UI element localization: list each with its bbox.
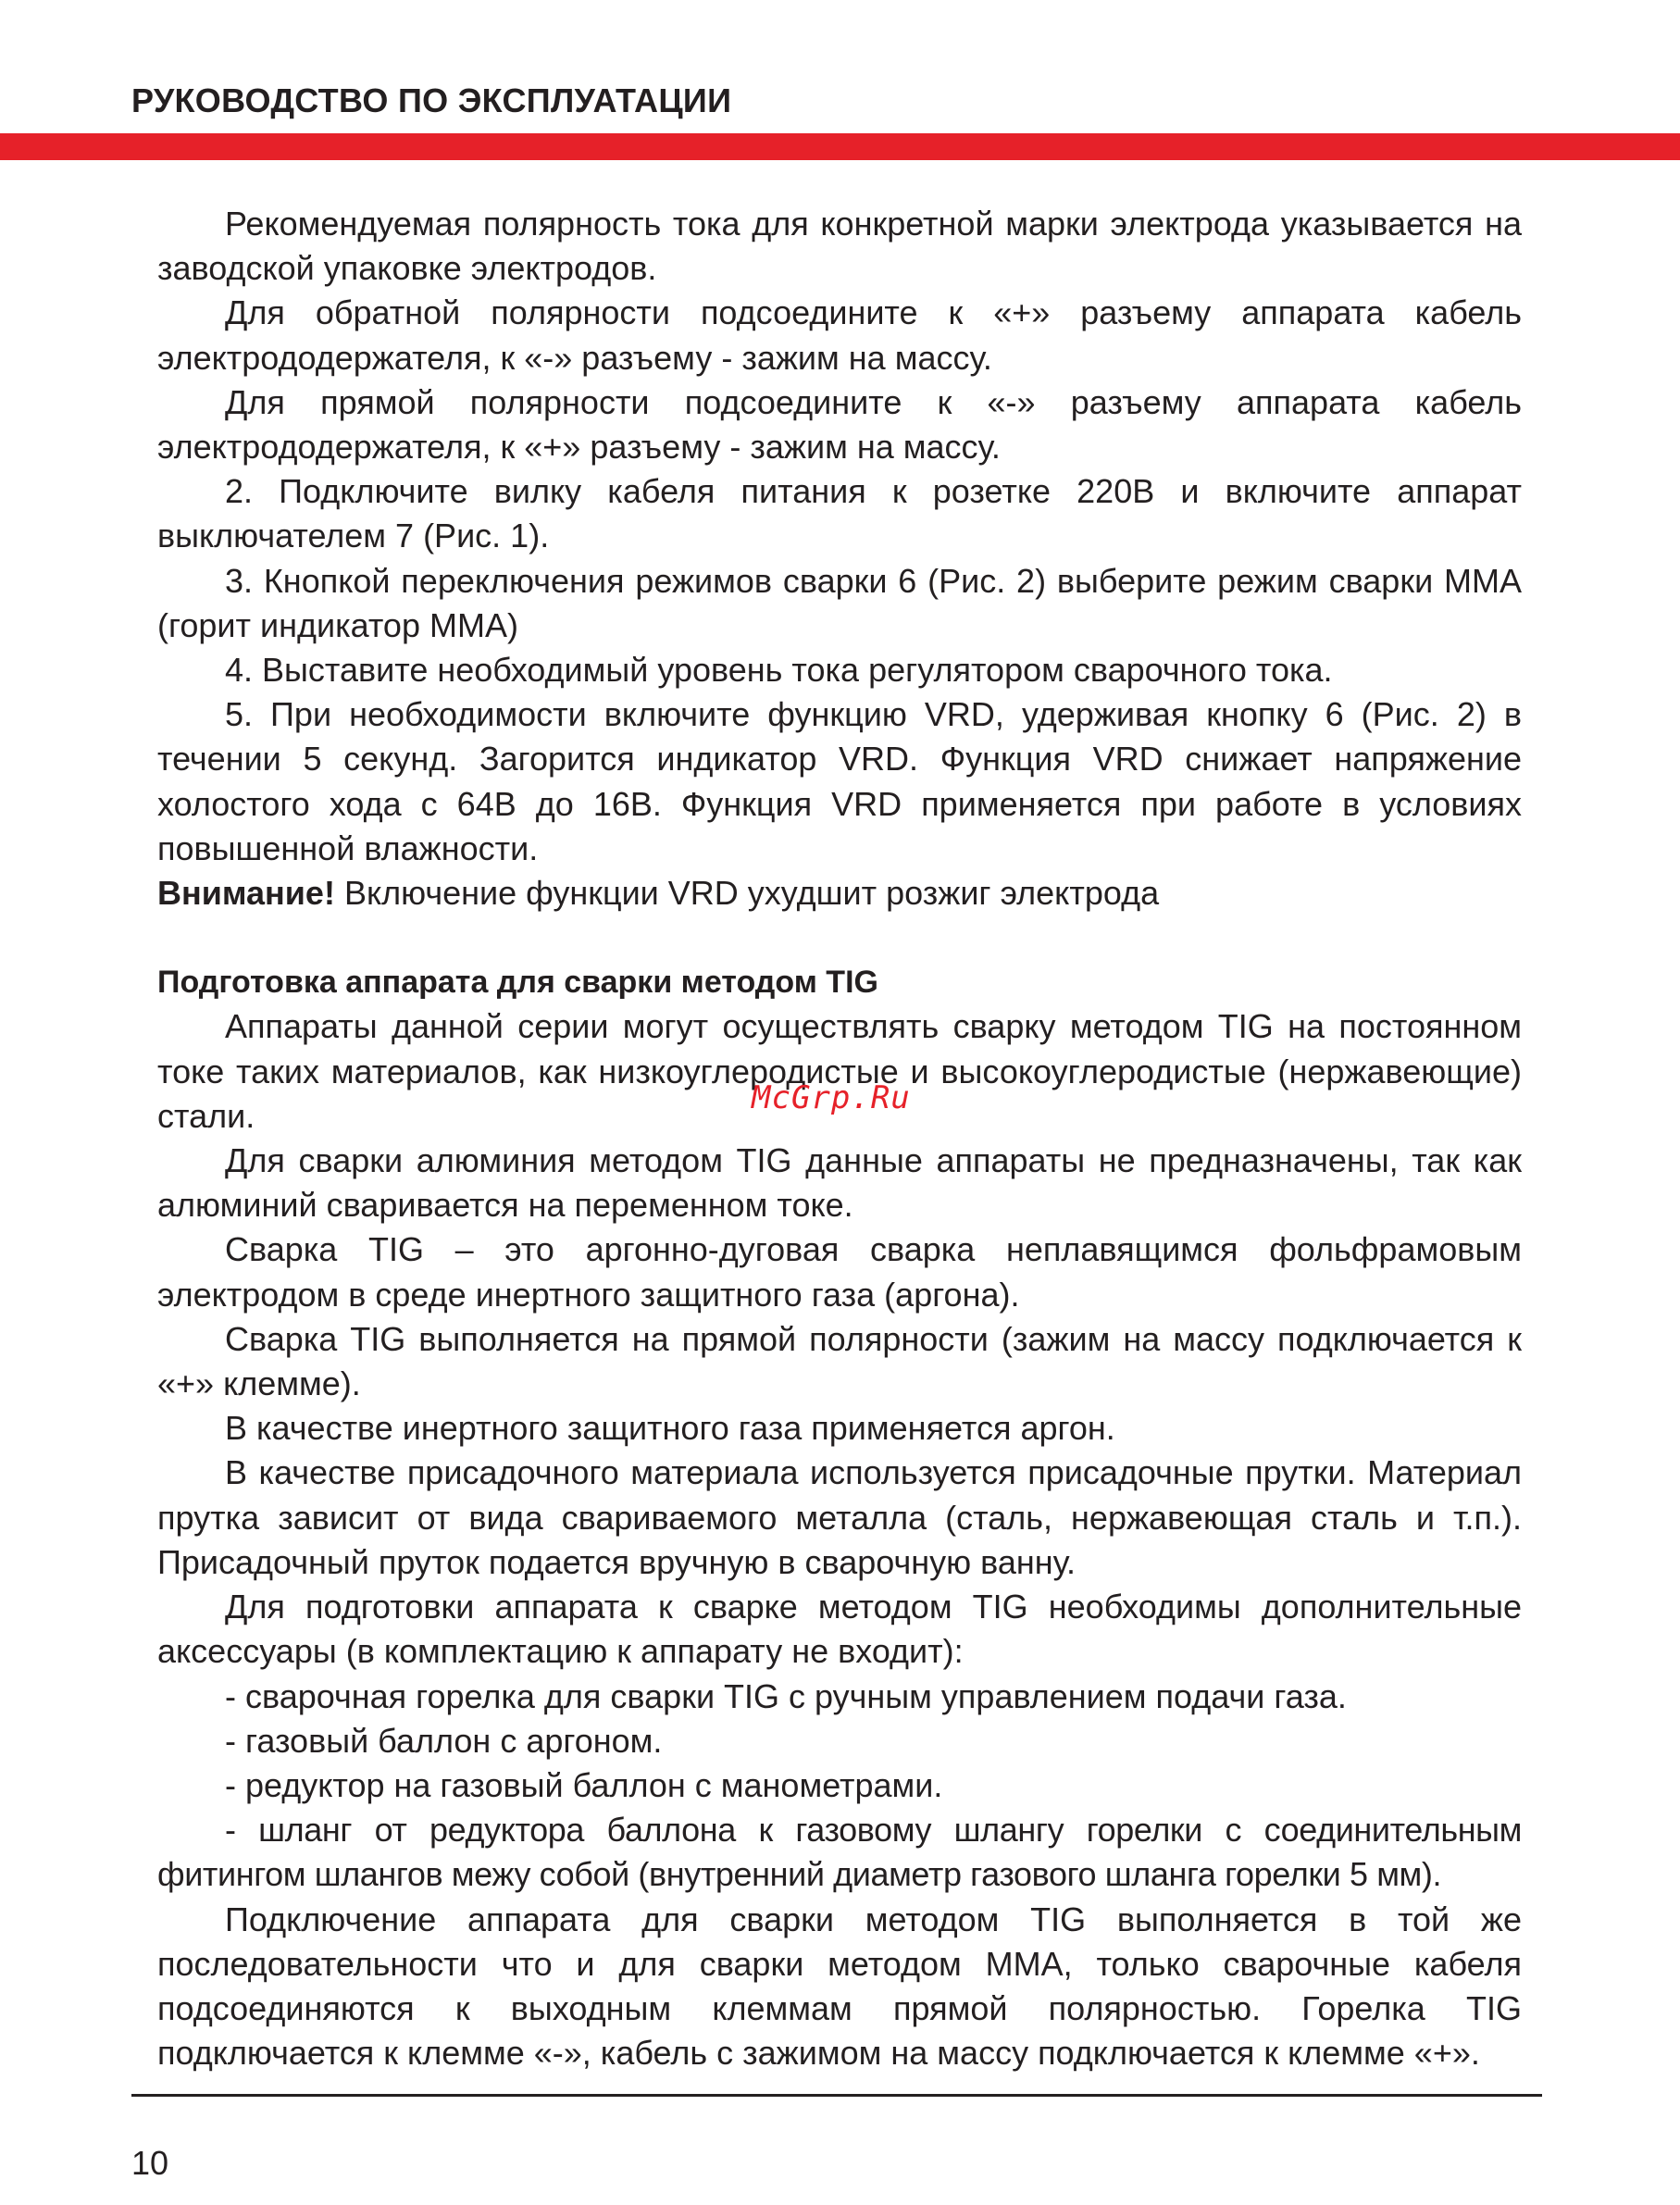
step-3-select-mode: 3. Кнопкой переключения режимов сварки 6 (Рис. 2) выберите режим сварки ММА (горит индикатор ММА) — [157, 561, 1522, 644]
paragraph-tig-connection: Подключение аппарата для сварки методом TIG выполняется в той же последовательности что и для сварки методом ММА, только сварочные кабеля подсоединяются к выходным клеммам прямой полярностью. Горелка TIG подключается к клемме «-», кабель с зажимом на массу подключается к клемме «+». — [157, 1900, 1522, 2073]
warning-text: Включение функции VRD ухудшит розжиг электрода — [334, 874, 1160, 913]
accessory-list-item: - шланг от редуктора баллона к газовому шлангу горелки с соединительным фитингом шлангов межу собой (внутренний диаметр газового шланга горелки 5 мм). — [157, 1811, 1522, 1894]
paragraph-recommended-polarity: Рекомендуемая полярность тока для конкретной марки электрода указывается на заводской упаковке электродов. — [157, 205, 1522, 288]
paragraph-tig-accessories: Для подготовки аппарата к сварке методом TIG необходимы дополнительные аксессуары (в комплектацию к аппарату не входит): — [157, 1588, 1522, 1671]
manual-header-title: РУКОВОДСТВО ПО ЭКСПЛУАТАЦИИ — [131, 81, 732, 119]
paragraph-tig-aluminium: Для сварки алюминия методом TIG данные аппараты не предназначены, так как алюминий сваривается на переменном токе. — [157, 1141, 1522, 1225]
paragraph-reverse-polarity: Для обратной полярности подсоедините к «+» разъему аппарата кабель электрододержателя, к «-» разъему - зажим на массу. — [157, 293, 1522, 377]
header-accent-bar — [0, 133, 1680, 160]
paragraph-tig-filler: В качестве присадочного материала используется присадочные прутки. Материал прутка зависит от вида свариваемого металла (сталь, нержавеющая сталь и т.п.). Присадочный пруток подается вручную в сварочную ванну. — [157, 1453, 1522, 1581]
section-spacer — [157, 916, 1522, 960]
section-heading-tig: Подготовка аппарата для сварки методом TIG — [157, 965, 878, 1001]
page-number: 10 — [131, 2144, 169, 2182]
accessory-list-item: - сварочная горелка для сварки TIG с ручным управлением подачи газа. — [225, 1676, 1347, 1715]
accessory-list-item: - газовый баллон с аргоном. — [225, 1721, 663, 1760]
paragraph-tig-materials: Аппараты данной серии могут осуществлять сварку методом TIG на постоянном токе таких материалов, как низкоуглеродистые и высокоуглеродистые (нержавеющие) стали. — [157, 1007, 1522, 1135]
step-2-power-on: 2. Подключите вилку кабеля питания к розетке 220В и включите аппарат выключателем 7 (Рис. 1). — [157, 472, 1522, 555]
watermark: McGrp.Ru — [752, 1079, 911, 1116]
warning-label: Внимание! — [157, 874, 335, 913]
step-5-vrd-function: 5. При необходимости включите функцию VRD, удерживая кнопку 6 (Рис. 2) в течении 5 секунд. Загорится индикатор VRD. Функция VRD снижает напряжение холостого хода с 64В до 16В. Функция VRD применяется при работе в условиях повышенной влажности. — [157, 695, 1522, 867]
step-4-set-current: 4. Выставите необходимый уровень тока регулятором сварочного тока. — [225, 651, 1333, 690]
warning-note — [157, 871, 1522, 916]
paragraph-tig-definition: Сварка TIG – это аргонно-дуговая сварка неплавящимся фольфрамовым электродом в среде инертного защитного газа (аргона). — [157, 1230, 1522, 1314]
accessory-list-item: - редуктор на газовый баллон с манометрами. — [225, 1765, 943, 1804]
footer-divider — [131, 2094, 1542, 2097]
paragraph-direct-polarity: Для прямой полярности подсоедините к «-» разъему аппарата кабель электрододержателя, к «+» разъему - зажим на массу. — [157, 382, 1522, 467]
paragraph-tig-gas: В качестве инертного защитного газа применяется аргон. — [225, 1409, 1115, 1448]
page-content — [157, 202, 1522, 2075]
paragraph-tig-polarity: Сварка TIG выполняется на прямой полярности (зажим на массу подключается к «+» клемме). — [157, 1319, 1522, 1403]
